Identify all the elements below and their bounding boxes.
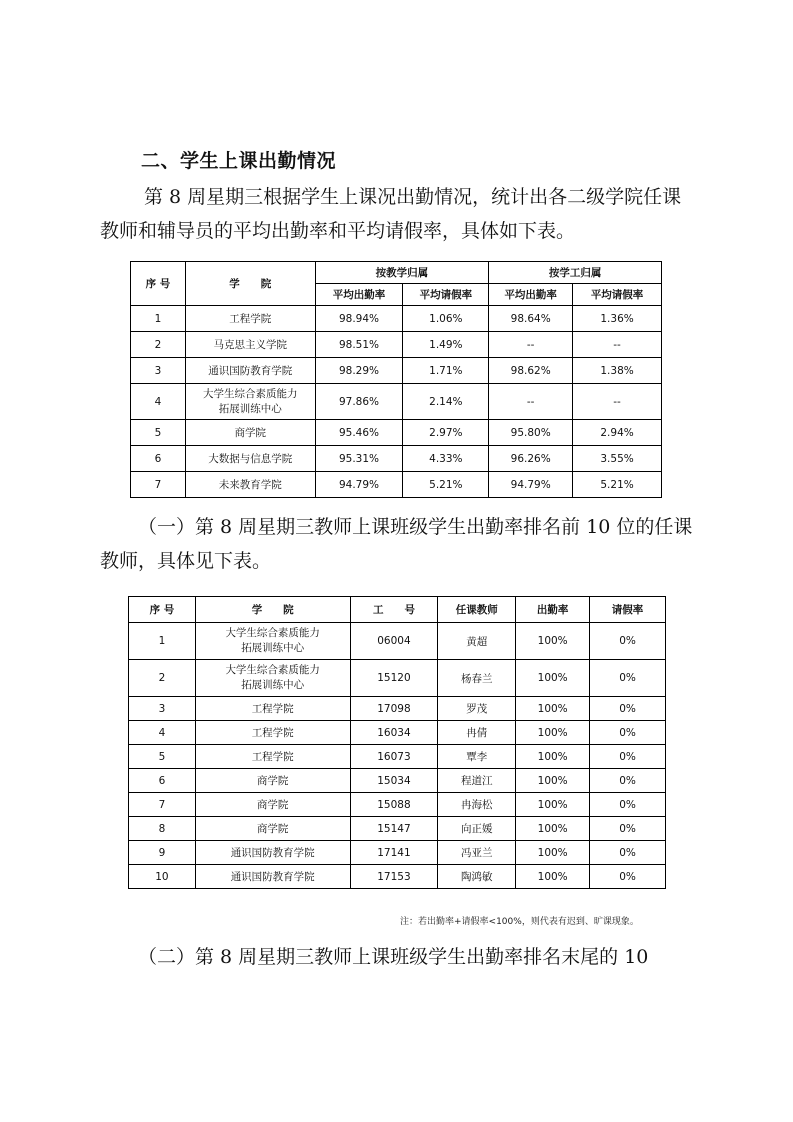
cell-leave: 0% xyxy=(590,817,666,841)
header-staff-id: 工 号 xyxy=(350,597,438,623)
table-row xyxy=(129,817,666,841)
cell-no: 5 xyxy=(131,420,186,446)
cell-college: 商学院 xyxy=(195,793,350,817)
cell-student-attendance: -- xyxy=(489,384,573,420)
cell-attendance: 100% xyxy=(516,841,590,865)
cell-teaching-leave: 2.14% xyxy=(403,384,489,420)
table-row xyxy=(131,332,662,358)
cell-attendance: 100% xyxy=(516,623,590,660)
cell-attendance: 100% xyxy=(516,745,590,769)
cell-no: 5 xyxy=(129,745,196,769)
top10-teacher-table xyxy=(128,596,666,889)
cell-student-attendance: 98.64% xyxy=(489,306,573,332)
cell-student-leave: -- xyxy=(573,384,662,420)
cell-teacher: 冉倩 xyxy=(438,721,516,745)
cell-staff-id: 15088 xyxy=(350,793,438,817)
cell-no: 3 xyxy=(131,358,186,384)
college-line: 拓展训练中心 xyxy=(241,679,305,691)
cell-leave: 0% xyxy=(590,697,666,721)
top10-paragraph: （一）第 8 周星期三教师上课班级学生出勤率排名前 10 位的任课教师，具体见下表。 xyxy=(100,516,693,572)
table-row xyxy=(129,745,666,769)
cell-staff-id: 15120 xyxy=(350,660,438,697)
cell-teaching-leave: 5.21% xyxy=(403,472,489,498)
college-attendance-table xyxy=(130,261,662,498)
table-row xyxy=(129,865,666,889)
header-leave: 请假率 xyxy=(590,597,666,623)
cell-teacher: 冯亚兰 xyxy=(438,841,516,865)
cell-college: 商学院 xyxy=(195,769,350,793)
cell-student-leave: -- xyxy=(573,332,662,358)
cell-college: 未来教育学院 xyxy=(185,472,315,498)
cell-student-attendance: -- xyxy=(489,332,573,358)
cell-teaching-attendance: 95.31% xyxy=(315,446,403,472)
cell-college: 通识国防教育学院 xyxy=(195,841,350,865)
college-line: 大学生综合素质能力 xyxy=(225,627,320,639)
cell-college: 工程学院 xyxy=(195,721,350,745)
cell-college: 工程学院 xyxy=(195,697,350,721)
header-index: 序 号 xyxy=(131,262,186,306)
cell-college: 商学院 xyxy=(185,420,315,446)
cell-no: 7 xyxy=(129,793,196,817)
cell-leave: 0% xyxy=(590,865,666,889)
table-row xyxy=(129,841,666,865)
cell-teacher: 黄超 xyxy=(438,623,516,660)
cell-staff-id: 16073 xyxy=(350,745,438,769)
cell-no: 8 xyxy=(129,817,196,841)
cell-student-leave: 3.55% xyxy=(573,446,662,472)
cell-no: 2 xyxy=(129,660,196,697)
cell-staff-id: 17153 xyxy=(350,865,438,889)
table-row xyxy=(129,721,666,745)
cell-attendance: 100% xyxy=(516,660,590,697)
cell-teaching-leave: 2.97% xyxy=(403,420,489,446)
college-line: 大学生综合素质能力 xyxy=(225,664,320,676)
cell-college: 马克思主义学院 xyxy=(185,332,315,358)
cell-attendance: 100% xyxy=(516,769,590,793)
cell-teacher: 向正媛 xyxy=(438,817,516,841)
cell-no: 10 xyxy=(129,865,196,889)
cell-attendance: 100% xyxy=(516,721,590,745)
cell-leave: 0% xyxy=(590,793,666,817)
cell-college: 通识国防教育学院 xyxy=(185,358,315,384)
table-row xyxy=(131,420,662,446)
cell-no: 7 xyxy=(131,472,186,498)
cell-teacher: 覃李 xyxy=(438,745,516,769)
header-group-teaching: 按教学归属 xyxy=(315,262,489,284)
cell-staff-id: 15147 xyxy=(350,817,438,841)
cell-teaching-attendance: 95.46% xyxy=(315,420,403,446)
cell-teaching-leave: 1.06% xyxy=(403,306,489,332)
cell-leave: 0% xyxy=(590,660,666,697)
cell-student-leave: 1.36% xyxy=(573,306,662,332)
cell-teacher: 杨春兰 xyxy=(438,660,516,697)
table-row xyxy=(131,446,662,472)
cell-teacher: 冉海松 xyxy=(438,793,516,817)
cell-staff-id: 15034 xyxy=(350,769,438,793)
cell-teaching-attendance: 98.94% xyxy=(315,306,403,332)
cell-staff-id: 16034 xyxy=(350,721,438,745)
cell-no: 4 xyxy=(129,721,196,745)
cell-student-leave: 2.94% xyxy=(573,420,662,446)
cell-leave: 0% xyxy=(590,841,666,865)
cell-attendance: 100% xyxy=(516,817,590,841)
cell-college xyxy=(195,623,350,660)
college-line: 拓展训练中心 xyxy=(241,642,305,654)
table-row xyxy=(129,623,666,660)
cell-no: 1 xyxy=(131,306,186,332)
cell-staff-id: 06004 xyxy=(350,623,438,660)
intro-paragraph: 第 8 周星期三根据学生上课况出勤情况，统计出各二级学院任课教师和辅导员的平均出勤率和平均请假率，具体如下表。 xyxy=(100,186,682,242)
header-group-student: 按学工归属 xyxy=(489,262,662,284)
cell-leave: 0% xyxy=(590,721,666,745)
table-row xyxy=(131,472,662,498)
cell-student-attendance: 94.79% xyxy=(489,472,573,498)
cell-teaching-leave: 1.71% xyxy=(403,358,489,384)
cell-student-attendance: 96.26% xyxy=(489,446,573,472)
header-teacher: 任课教师 xyxy=(438,597,516,623)
cell-no: 1 xyxy=(129,623,196,660)
header-attendance: 出勤率 xyxy=(516,597,590,623)
cell-teaching-attendance: 94.79% xyxy=(315,472,403,498)
cell-college: 工程学院 xyxy=(185,306,315,332)
table-row xyxy=(129,697,666,721)
cell-no: 6 xyxy=(131,446,186,472)
table-row xyxy=(129,793,666,817)
cell-staff-id: 17098 xyxy=(350,697,438,721)
cell-college: 工程学院 xyxy=(195,745,350,769)
cell-no: 4 xyxy=(131,384,186,420)
cell-teacher: 程道江 xyxy=(438,769,516,793)
table-note: 注：若出勤率+请假率<100%，则代表有迟到、旷课现象。 xyxy=(400,917,639,927)
cell-teaching-leave: 4.33% xyxy=(403,446,489,472)
cell-leave: 0% xyxy=(590,745,666,769)
cell-no: 9 xyxy=(129,841,196,865)
cell-no: 6 xyxy=(129,769,196,793)
cell-attendance: 100% xyxy=(516,697,590,721)
cell-student-attendance: 98.62% xyxy=(489,358,573,384)
header-teaching-leave: 平均请假率 xyxy=(403,284,489,306)
college-line: 大学生综合素质能力 xyxy=(202,387,298,400)
cell-teaching-attendance: 98.51% xyxy=(315,332,403,358)
cell-teaching-attendance: 98.29% xyxy=(315,358,403,384)
cell-teaching-leave: 1.49% xyxy=(403,332,489,358)
cell-staff-id: 17141 xyxy=(350,841,438,865)
cell-college: 商学院 xyxy=(195,817,350,841)
header-teaching-attendance: 平均出勤率 xyxy=(315,284,403,306)
header-index: 序 号 xyxy=(129,597,196,623)
cell-college: 大数据与信息学院 xyxy=(185,446,315,472)
cell-no: 3 xyxy=(129,697,196,721)
cell-attendance: 100% xyxy=(516,793,590,817)
cell-student-leave: 1.38% xyxy=(573,358,662,384)
header-student-leave: 平均请假率 xyxy=(573,284,662,306)
cell-attendance: 100% xyxy=(516,865,590,889)
cell-teacher: 罗茂 xyxy=(438,697,516,721)
table-row xyxy=(131,358,662,384)
table-row xyxy=(131,306,662,332)
bottom-paragraph: （二）第 8 周星期三教师上课班级学生出勤率排名末尾的 10 xyxy=(138,946,649,968)
table-row xyxy=(131,384,662,420)
header-student-attendance: 平均出勤率 xyxy=(489,284,573,306)
cell-leave: 0% xyxy=(590,623,666,660)
college-line: 拓展训练中心 xyxy=(218,402,282,415)
cell-college xyxy=(195,660,350,697)
cell-student-leave: 5.21% xyxy=(573,472,662,498)
cell-college: 通识国防教育学院 xyxy=(195,865,350,889)
cell-no: 2 xyxy=(131,332,186,358)
table-row xyxy=(129,769,666,793)
table-row xyxy=(129,660,666,697)
cell-teaching-attendance: 97.86% xyxy=(315,384,403,420)
header-college: 学 院 xyxy=(185,262,315,306)
cell-leave: 0% xyxy=(590,769,666,793)
cell-college xyxy=(185,384,315,420)
header-college: 学 院 xyxy=(195,597,350,623)
cell-teacher: 陶鸿敏 xyxy=(438,865,516,889)
cell-student-attendance: 95.80% xyxy=(489,420,573,446)
section-heading: 二、学生上课出勤情况 xyxy=(141,150,337,172)
